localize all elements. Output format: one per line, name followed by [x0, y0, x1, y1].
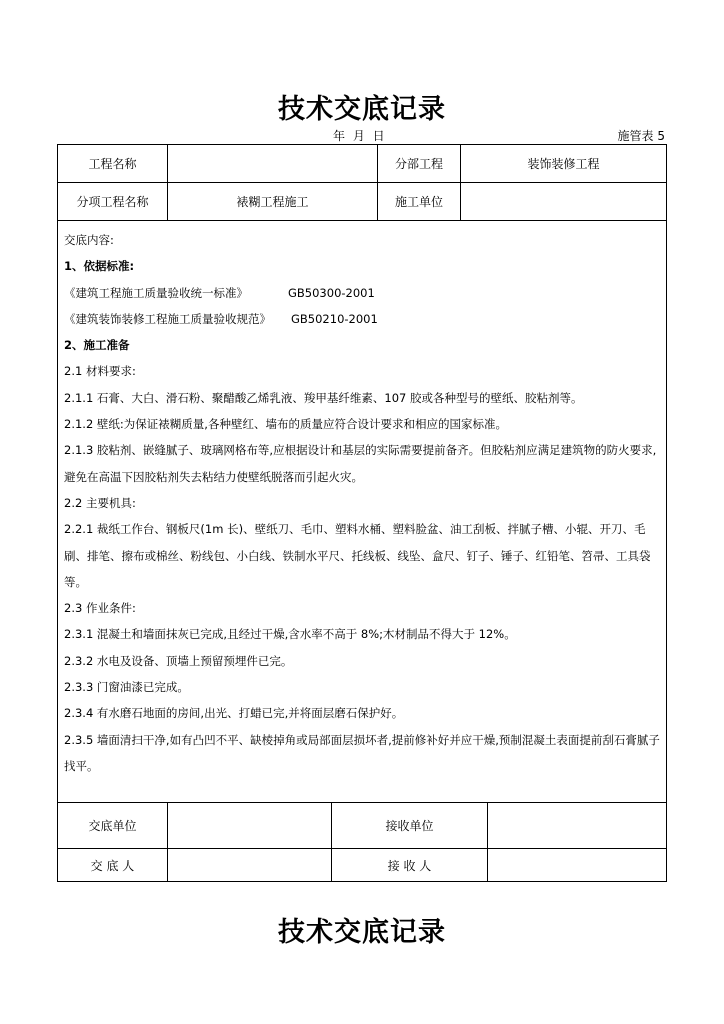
contractor-label: 施工单位: [378, 183, 461, 221]
content-intro: 交底内容:: [64, 233, 114, 247]
section-2-1-1: 2.1.1 石膏、大白、滑石粉、聚醋酸乙烯乳液、羧甲基纤维素、107 胶或各种型号的壁纸、胶粘剂等。: [64, 390, 583, 405]
receiving-unit-field[interactable]: [488, 803, 667, 849]
section-2-3: 2.3 作业条件:: [64, 601, 136, 616]
disclosing-unit-field[interactable]: [168, 803, 332, 849]
division-label: 分部工程: [378, 145, 461, 183]
header-row-1: [58, 145, 667, 183]
form-number: 施管表 5: [617, 129, 665, 143]
standard-2-code: GB50210-2001: [291, 311, 378, 326]
disclosing-unit-label: 交底单位: [58, 803, 168, 849]
section-2-3-5: 2.3.5 墙面清扫干净,如有凸凹不平、缺棱掉角或局部面层损坏者,提前修补好并应干燥,预制混凝土表面提前刮石膏腻子找平。: [64, 732, 660, 773]
footer-row-1: [58, 803, 667, 849]
discloser-label: 交 底 人: [58, 849, 168, 882]
disclosure-record-table: [57, 144, 667, 882]
section-2-3-3: 2.3.3 门窗油漆已完成。: [64, 680, 189, 695]
standard-1-code: GB50300-2001: [288, 285, 375, 300]
page-title-repeat: 技术交底记录: [278, 917, 446, 948]
section-2-heading: 2、施工准备: [64, 338, 130, 353]
section-2-3-1: 2.3.1 混凝土和墙面抹灰已完成,且经过干燥,含水率不高于 8%;木材制品不得大于 12%。: [64, 627, 516, 642]
disclosure-content: [58, 221, 667, 803]
standard-2-name: 《建筑装饰装修工程施工质量验收规范》: [64, 311, 271, 326]
subitem-field[interactable]: 裱糊工程施工: [168, 183, 378, 221]
section-2-2: 2.2 主要机具:: [64, 495, 136, 510]
receiver-field[interactable]: [488, 849, 667, 882]
project-name-field[interactable]: [168, 145, 378, 183]
footer-row-2: [58, 849, 667, 882]
section-1-heading: 1、依据标准:: [64, 259, 135, 274]
section-2-3-2: 2.3.2 水电及设备、顶墙上预留预埋件已完。: [64, 653, 293, 668]
standard-1: [64, 280, 660, 306]
subitem-label: 分项工程名称: [58, 183, 168, 221]
section-2-1: 2.1 材料要求:: [64, 364, 136, 379]
section-2-1-3: 2.1.3 胶粘剂、嵌缝腻子、玻璃网格布等,应根据设计和基层的实际需要提前备齐。但胶粘剂应满足建筑物的防火要求,避免在高温下因胶粘剂失去粘结力使壁纸脱落而引起火灾。: [64, 443, 657, 484]
project-name-label: 工程名称: [58, 145, 168, 183]
section-2-2-1: 2.2.1 裁纸工作台、钢板尺(1m 长)、壁纸刀、毛巾、塑料水桶、塑料脸盆、油工刮板、拌腻子槽、小辊、开刀、毛刷、排笔、擦布或棉丝、粉线包、小白线、铁制水平尺、托线板、线坠、盒尺、钉子、锤子、红铅笔、笤帚、工具袋等。: [64, 522, 651, 589]
standard-1-name: 《建筑工程施工质量验收统一标准》: [64, 285, 248, 300]
receiver-label: 接 收 人: [332, 849, 488, 882]
content-row: [58, 221, 667, 803]
section-2-3-4: 2.3.4 有水磨石地面的房间,出光、打蜡已完,并将面层磨石保护好。: [64, 706, 404, 721]
contractor-field[interactable]: [461, 183, 667, 221]
header-row-2: [58, 183, 667, 221]
page-title: 技术交底记录: [278, 94, 446, 125]
division-field[interactable]: 装饰装修工程: [461, 145, 667, 183]
receiving-unit-label: 接收单位: [332, 803, 488, 849]
date-line: 年 月 日: [333, 129, 387, 143]
discloser-field[interactable]: [168, 849, 332, 882]
section-2-1-2: 2.1.2 壁纸:为保证裱糊质量,各种壁红、墙布的质量应符合设计要求和相应的国家标准。: [64, 417, 507, 432]
standard-2: [64, 306, 660, 332]
